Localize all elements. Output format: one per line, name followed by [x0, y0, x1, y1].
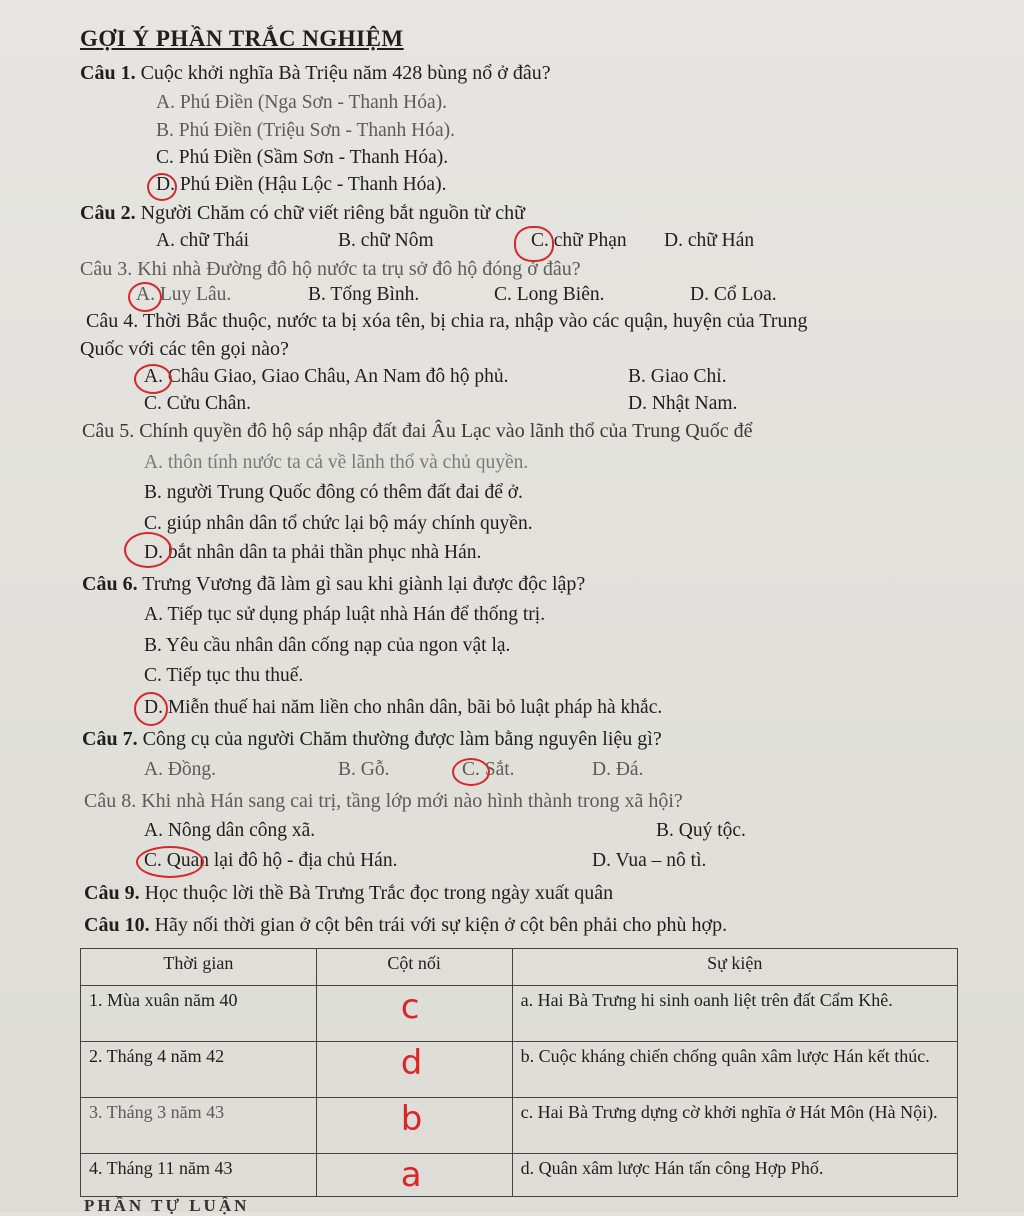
q2-option-a: A. chữ Thái — [156, 230, 250, 251]
link-cell — [316, 986, 512, 1042]
question-number: Câu 10. — [84, 914, 150, 936]
q8-option-c: C. Quan lại đô hộ - địa chủ Hán. — [144, 850, 398, 871]
link-cell — [316, 1042, 512, 1098]
event-cell: d. Quân xâm lược Hán tấn công Hợp Phố. — [512, 1154, 957, 1197]
table-row — [81, 1098, 958, 1154]
question-number: Câu 9. — [84, 882, 140, 904]
q3-option-b: B. Tống Bình. — [308, 284, 420, 305]
q1-option-d: D. Phú Điền (Hậu Lộc - Thanh Hóa). — [156, 174, 447, 195]
q8-option-a: A. Nông dân công xã. — [144, 820, 316, 841]
question-text: Khi nhà Hán sang cai trị, tầng lớp mới nào hình thành trong xã hội? — [141, 790, 683, 812]
time-cell: 3. Tháng 3 năm 43 — [81, 1098, 317, 1154]
table-row — [81, 1154, 958, 1197]
question-1 — [80, 62, 551, 85]
q2-option-b: B. chữ Nôm — [338, 230, 434, 251]
question-number: Câu 8. — [84, 790, 137, 812]
time-cell: 1. Mùa xuân năm 40 — [81, 986, 317, 1042]
question-number: Câu 7. — [82, 728, 138, 750]
question-2 — [80, 202, 525, 225]
question-8 — [84, 790, 683, 813]
q4-option-d: D. Nhật Nam. — [628, 393, 738, 414]
q7-option-d: D. Đá. — [592, 759, 644, 780]
time-cell: 2. Tháng 4 năm 42 — [81, 1042, 317, 1098]
question-9 — [84, 882, 613, 905]
q3-option-c: C. Long Biên. — [494, 284, 605, 305]
q1-option-c: C. Phú Điền (Sầm Sơn - Thanh Hóa). — [156, 147, 449, 168]
question-number: Câu 1. — [80, 62, 136, 84]
event-cell: c. Hai Bà Trưng dựng cờ khởi nghĩa ở Hát Môn (Hà Nội). — [512, 1098, 957, 1154]
q2-option-c: C. chữ Phạn — [531, 230, 627, 251]
question-10 — [84, 914, 727, 937]
q8-option-b: B. Quý tộc. — [656, 820, 746, 841]
question-text: Cuộc khởi nghĩa Bà Triệu năm 428 bùng nổ ở đâu? — [140, 62, 551, 84]
handwritten-answer: c — [400, 987, 420, 1027]
question-number: Câu 4. — [86, 310, 139, 332]
question-text: Học thuộc lời thề Bà Trưng Trắc đọc trong ngày xuất quân — [144, 882, 614, 904]
q4-option-b: B. Giao Chỉ. — [628, 366, 727, 387]
q4-option-a: A. Châu Giao, Giao Châu, An Nam đô hộ phủ. — [144, 366, 509, 387]
q7-option-a: A. Đồng. — [144, 759, 217, 780]
question-text: Trưng Vương đã làm gì sau khi giành lại được độc lập? — [142, 573, 586, 595]
next-section-heading-cut: PHẦN TỰ LUẬN — [84, 1196, 250, 1215]
q6-option-d: D. Miễn thuế hai năm liền cho nhân dân, bãi bỏ luật pháp hà khắc. — [144, 697, 663, 718]
handwritten-answer: b — [400, 1099, 423, 1139]
header-link: Cột nối — [316, 949, 512, 986]
table-row — [81, 986, 958, 1042]
event-cell: b. Cuộc kháng chiến chống quân xâm lược Hán kết thúc. — [512, 1042, 957, 1098]
q7-option-c: C. Sắt. — [462, 759, 515, 780]
link-cell — [316, 1098, 512, 1154]
question-3 — [80, 258, 581, 281]
q7-option-b: B. Gỗ. — [338, 759, 390, 780]
table-header-row — [81, 949, 958, 986]
q3-option-d: D. Cổ Loa. — [690, 284, 777, 305]
question-4-continued: Quốc với các tên gọi nào? — [80, 338, 289, 360]
question-text: Người Chăm có chữ viết riêng bắt nguồn từ chữ — [140, 202, 525, 224]
question-text: Hãy nối thời gian ở cột bên trái với sự kiện ở cột bên phải cho phù hợp. — [154, 914, 728, 936]
q5-option-a: A. thôn tính nước ta cả về lãnh thổ và chủ quyền. — [144, 452, 529, 473]
header-event: Sự kiện — [512, 949, 957, 986]
q5-option-b: B. người Trung Quốc đông có thêm đất đai để ở. — [144, 482, 523, 503]
question-number: Câu 6. — [82, 573, 138, 595]
question-text: Chính quyền đô hộ sáp nhập đất đai Âu Lạc vào lãnh thổ của Trung Quốc để — [139, 420, 753, 442]
link-cell — [316, 1154, 512, 1197]
question-text: Thời Bắc thuộc, nước ta bị xóa tên, bị chia ra, nhập vào các quận, huyện của Trung — [142, 310, 808, 332]
question-number: Câu 3. — [80, 258, 133, 280]
question-5 — [82, 420, 752, 443]
q1-option-a: A. Phú Điền (Nga Sơn - Thanh Hóa). — [156, 92, 448, 113]
page-title: GỢI Ý PHẦN TRẮC NGHIỆM — [80, 26, 404, 51]
question-text: Công cụ của người Chăm thường được làm bằng nguyên liệu gì? — [142, 728, 662, 750]
q6-option-c: C. Tiếp tục thu thuế. — [144, 665, 304, 686]
question-4 — [86, 310, 807, 333]
q3-option-a: A. Luy Lâu. — [136, 284, 232, 305]
header-time: Thời gian — [81, 949, 317, 986]
q6-option-b: B. Yêu cầu nhân dân cống nạp của ngon vật lạ. — [144, 635, 511, 656]
matching-table — [80, 948, 958, 1197]
question-7 — [82, 728, 662, 751]
q6-option-a: A. Tiếp tục sử dụng pháp luật nhà Hán để thống trị. — [144, 604, 546, 625]
q1-option-b: B. Phú Điền (Triệu Sơn - Thanh Hóa). — [156, 120, 456, 141]
q2-option-d: D. chữ Hán — [664, 230, 755, 251]
question-6 — [82, 573, 585, 596]
question-number: Câu 5. — [82, 420, 135, 442]
event-cell: a. Hai Bà Trưng hi sinh oanh liệt trên đất Cẩm Khê. — [512, 986, 957, 1042]
table-row — [81, 1042, 958, 1098]
q5-option-c: C. giúp nhân dân tổ chức lại bộ máy chính quyền. — [144, 513, 533, 534]
q4-option-c: C. Cửu Chân. — [144, 393, 251, 414]
time-cell: 4. Tháng 11 năm 43 — [81, 1154, 317, 1197]
question-number: Câu 2. — [80, 202, 136, 224]
handwritten-answer: a — [400, 1155, 422, 1195]
q8-option-d: D. Vua – nô tì. — [592, 850, 707, 871]
q5-option-d: D. bắt nhân dân ta phải thần phục nhà Hán. — [144, 542, 482, 563]
handwritten-answer: d — [400, 1043, 423, 1083]
question-text: Khi nhà Đường đô hộ nước ta trụ sở đô hộ đóng ở đâu? — [137, 258, 581, 280]
